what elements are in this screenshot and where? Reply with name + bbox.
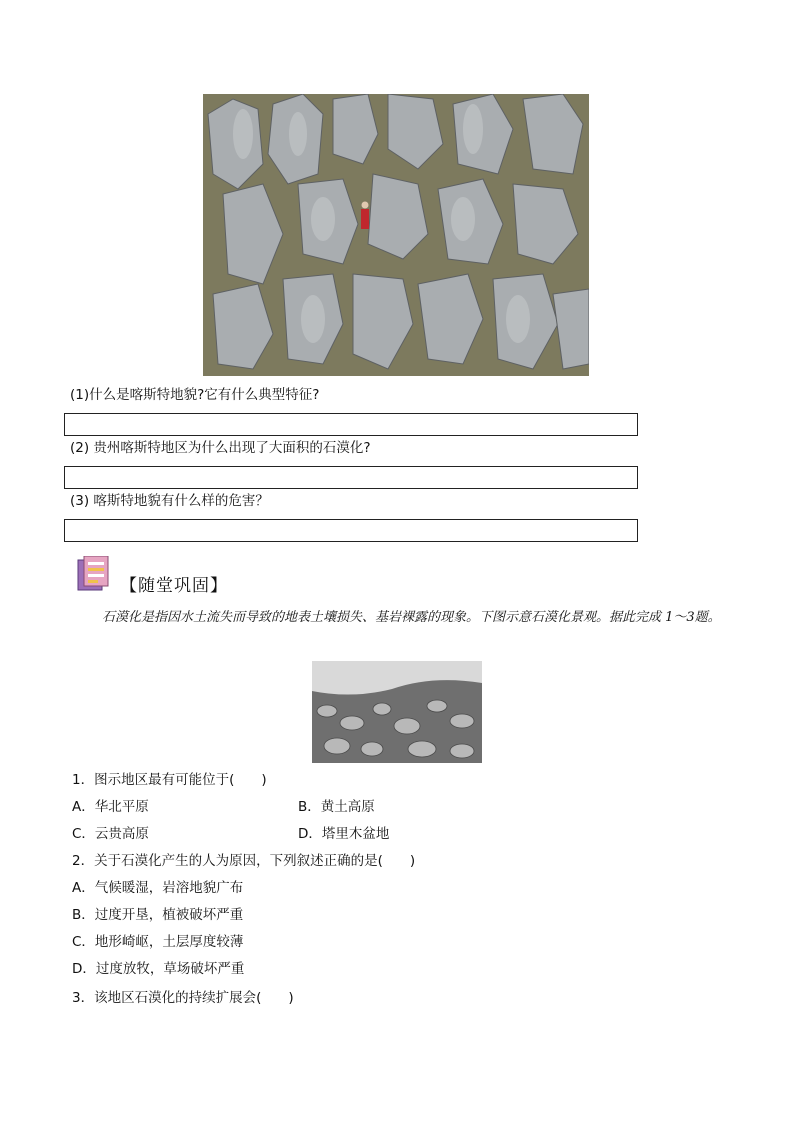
exercise-q2-option-b[interactable]: B．过度开垦，植被破坏严重 xyxy=(72,907,244,923)
exercise-q2-option-d[interactable]: D．过度放牧，草场破坏严重 xyxy=(72,961,245,977)
section-title: 【随堂巩固】 xyxy=(120,576,228,596)
question-3: (3) 喀斯特地貌有什么样的危害？ xyxy=(70,493,269,509)
exercise-q2-stem: 2．关于石漠化产生的人为原因，下列叙述正确的是( ) xyxy=(72,853,416,869)
exercise-q1-option-d[interactable]: D．塔里木盆地 xyxy=(298,826,390,842)
exercise-q1-option-b[interactable]: B．黄土高原 xyxy=(298,799,375,815)
karst-landscape-photo xyxy=(203,94,589,376)
exercise-q1-stem: 1．图示地区最有可能位于( ) xyxy=(72,772,267,788)
section-icon xyxy=(76,556,112,592)
answer-box-1[interactable] xyxy=(64,413,638,436)
exercise-q2-option-c[interactable]: C．地形崎岖，土层厚度较薄 xyxy=(72,934,244,950)
desertification-photo xyxy=(312,661,482,763)
question-2: (2) 贵州喀斯特地区为什么出现了大面积的石漠化? xyxy=(70,440,371,456)
answer-box-3[interactable] xyxy=(64,519,638,542)
section-intro: 石漠化是指因水土流失而导致的地表土壤损失、基岩裸露的现象。下图示意石漠化景观。据此完成 1～3题。 xyxy=(102,610,721,625)
exercise-q1-option-a[interactable]: A．华北平原 xyxy=(72,799,149,815)
exercise-q2-option-a[interactable]: A．气候暖湿，岩溶地貌广布 xyxy=(72,880,244,896)
answer-box-2[interactable] xyxy=(64,466,638,489)
exercise-q3-stem: 3．该地区石漠化的持续扩展会( ) xyxy=(72,990,294,1006)
question-1: (1)什么是喀斯特地貌?它有什么典型特征? xyxy=(70,387,320,403)
exercise-q1-option-c[interactable]: C．云贵高原 xyxy=(72,826,149,842)
